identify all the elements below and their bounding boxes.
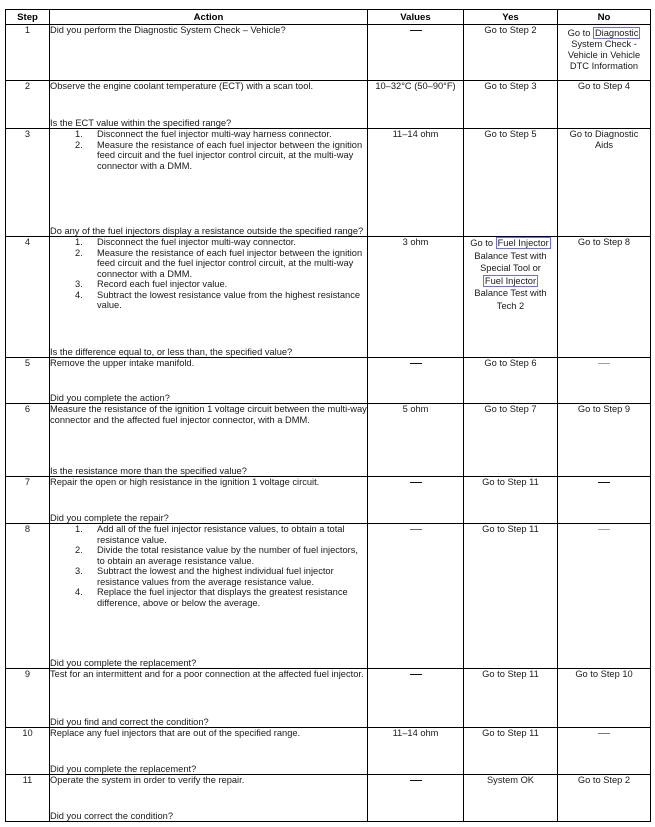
step-number: 1 <box>6 25 50 81</box>
table-row <box>6 477 651 524</box>
header-yes: Yes <box>464 10 558 25</box>
action-text: Observe the engine coolant temperature (ECT) with a scan tool. <box>50 81 314 91</box>
step-number: 11 <box>6 775 50 822</box>
action-question: Did you find and correct the condition? <box>50 716 209 727</box>
yes-cell <box>464 237 558 358</box>
no-cell: Go to Step 10 <box>558 669 651 728</box>
list-item: 4. Replace the fuel injector that displays the greatest resistance difference, above or below the average. <box>75 587 348 608</box>
dash-mark <box>410 363 422 365</box>
action-cell <box>50 524 368 669</box>
step-number: 6 <box>6 404 50 477</box>
diagnostic-table <box>5 9 651 822</box>
step-number: 2 <box>6 81 50 129</box>
action-question: Is the ECT value within the specified range? <box>50 117 232 128</box>
action-text: Replace any fuel injectors that are out of the specified range. <box>50 728 301 738</box>
no-cell: Go to Step 2 <box>558 775 651 822</box>
list-item: 3. Subtract the lowest and the highest individual fuel injector resistance values from the average resistance value. <box>75 566 334 587</box>
action-cell <box>50 477 368 524</box>
table-row <box>6 775 651 822</box>
dash-mark <box>410 674 422 676</box>
step-number: 4 <box>6 237 50 358</box>
action-cell <box>50 728 368 775</box>
no-cell: Go to Step 4 <box>558 81 651 129</box>
list-item: 3. Record each fuel injector value. <box>75 279 228 289</box>
list-item: 2. Measure the resistance of each fuel injector between the ignition feed circuit and the fuel injector control circuit, at the multi-way connector with a DMM. <box>75 139 363 171</box>
action-text: Repair the open or high resistance in the ignition 1 voltage circuit. <box>50 477 320 487</box>
action-question: Is the resistance more than the specified value? <box>50 465 247 476</box>
action-cell <box>50 358 368 404</box>
action-steps-list <box>50 524 367 608</box>
header-values: Values <box>368 10 464 25</box>
list-item: 1. Disconnect the fuel injector multi-way connector. <box>75 237 296 247</box>
table-row <box>6 237 651 358</box>
list-item: 1. Disconnect the fuel injector multi-way harness connector. <box>75 129 332 139</box>
action-question: Did you correct the condition? <box>50 810 173 821</box>
table-row <box>6 404 651 477</box>
values-cell <box>368 477 464 524</box>
action-question: Did you complete the replacement? <box>50 763 197 774</box>
step-number: 9 <box>6 669 50 728</box>
table-row <box>6 669 651 728</box>
list-item: 1. Add all of the fuel injector resistance values, to obtain a total resistance value. <box>75 524 345 545</box>
action-cell <box>50 25 368 81</box>
no-cell: Go to Step 8 <box>558 237 651 358</box>
action-cell <box>50 404 368 477</box>
values-cell: 3 ohm <box>368 237 464 358</box>
yes-mid: Balance Test with Special Tool or <box>474 250 547 273</box>
yes-cell: Go to Step 5 <box>464 129 558 237</box>
value-text: 10–32°C (50–90°F) <box>375 81 456 91</box>
action-question: Did you complete the action? <box>50 392 170 403</box>
dash-mark <box>598 482 610 484</box>
values-cell <box>368 669 464 728</box>
action-cell <box>50 129 368 237</box>
list-item: 4. Subtract the lowest resistance value from the highest resistance value. <box>75 289 361 310</box>
no-cell <box>558 25 651 81</box>
no-cell: Go to Step 9 <box>558 404 651 477</box>
values-cell <box>368 358 464 404</box>
dash-mark <box>410 30 422 32</box>
yes-cell: Go to Step 11 <box>464 524 558 669</box>
yes-prefix: Go to <box>470 238 496 248</box>
yes-cell: Go to Step 2 <box>464 25 558 81</box>
dash-mark <box>410 780 422 782</box>
header-no: No <box>558 10 651 25</box>
action-text: Test for an intermittent and for a poor connection at the affected fuel injector. <box>50 669 364 679</box>
action-cell <box>50 669 368 728</box>
header-action: Action <box>50 10 368 25</box>
table-row <box>6 358 651 404</box>
yes-cell: Go to Step 11 <box>464 477 558 524</box>
no-cell <box>558 477 651 524</box>
action-text: Operate the system in order to verify the repair. <box>50 775 245 785</box>
step-number: 10 <box>6 728 50 775</box>
list-item: 2. Measure the resistance of each fuel injector between the ignition feed circuit and the fuel injector control circuit, at the multi-way connector with a DMM. <box>75 247 363 279</box>
table-row <box>6 81 651 129</box>
step-number: 8 <box>6 524 50 669</box>
yes-cell: System OK <box>464 775 558 822</box>
table-row <box>6 524 651 669</box>
action-text: Measure the resistance of the ignition 1 voltage circuit between the multi-way connector and the affected fuel injector connector, with a DMM. <box>50 404 367 425</box>
yes-rest: Balance Test with Tech 2 <box>474 288 547 311</box>
header-row <box>6 10 651 25</box>
yes-cell: Go to Step 3 <box>464 81 558 129</box>
table-row <box>6 129 651 237</box>
fuel-injector-balance-special-tool-link[interactable]: Fuel Injector <box>497 238 549 248</box>
header-step: Step <box>6 10 50 25</box>
values-cell <box>368 25 464 81</box>
action-question: Did you complete the replacement? <box>50 657 197 668</box>
action-steps-list <box>50 237 367 311</box>
action-text: Did you perform the Diagnostic System Check – Vehicle? <box>50 25 286 35</box>
dash-mark <box>598 733 610 735</box>
values-cell <box>368 524 464 669</box>
action-text: Remove the upper intake manifold. <box>50 358 195 368</box>
values-cell <box>368 775 464 822</box>
step-number: 5 <box>6 358 50 404</box>
action-cell <box>50 237 368 358</box>
dash-mark <box>410 482 422 484</box>
no-cell: Go to Diagnostic Aids <box>558 129 651 237</box>
no-cell <box>558 524 651 669</box>
values-cell <box>368 81 464 129</box>
table-row <box>6 25 651 81</box>
action-cell <box>50 775 368 822</box>
action-steps-list <box>50 129 367 171</box>
table-row <box>6 728 651 775</box>
fuel-injector-balance-tech2-link[interactable]: Fuel Injector <box>484 275 537 286</box>
values-cell: 11–14 ohm <box>368 129 464 237</box>
dash-mark <box>598 529 610 531</box>
values-cell: 5 ohm <box>368 404 464 477</box>
dash-mark <box>598 363 610 365</box>
diagnostic-system-check-link[interactable]: Diagnostic <box>594 28 639 38</box>
yes-cell: Go to Step 11 <box>464 728 558 775</box>
values-cell: 11–14 ohm <box>368 728 464 775</box>
step-number: 7 <box>6 477 50 524</box>
no-rest: System Check - Vehicle in Vehicle DTC Information <box>567 39 641 71</box>
yes-cell: Go to Step 7 <box>464 404 558 477</box>
yes-cell: Go to Step 6 <box>464 358 558 404</box>
step-number: 3 <box>6 129 50 237</box>
yes-cell: Go to Step 11 <box>464 669 558 728</box>
action-question: Is the difference equal to, or less than, the specified value? <box>50 346 293 357</box>
list-item: 2. Divide the total resistance value by the number of fuel injectors, to obtain an average resistance value. <box>75 545 358 566</box>
action-question: Did you complete the repair? <box>50 512 169 523</box>
action-cell <box>50 81 368 129</box>
action-question: Do any of the fuel injectors display a resistance outside the specified range? <box>50 225 364 236</box>
no-cell <box>558 358 651 404</box>
no-cell <box>558 728 651 775</box>
dash-mark <box>410 529 422 531</box>
no-prefix: Go to <box>567 28 593 38</box>
